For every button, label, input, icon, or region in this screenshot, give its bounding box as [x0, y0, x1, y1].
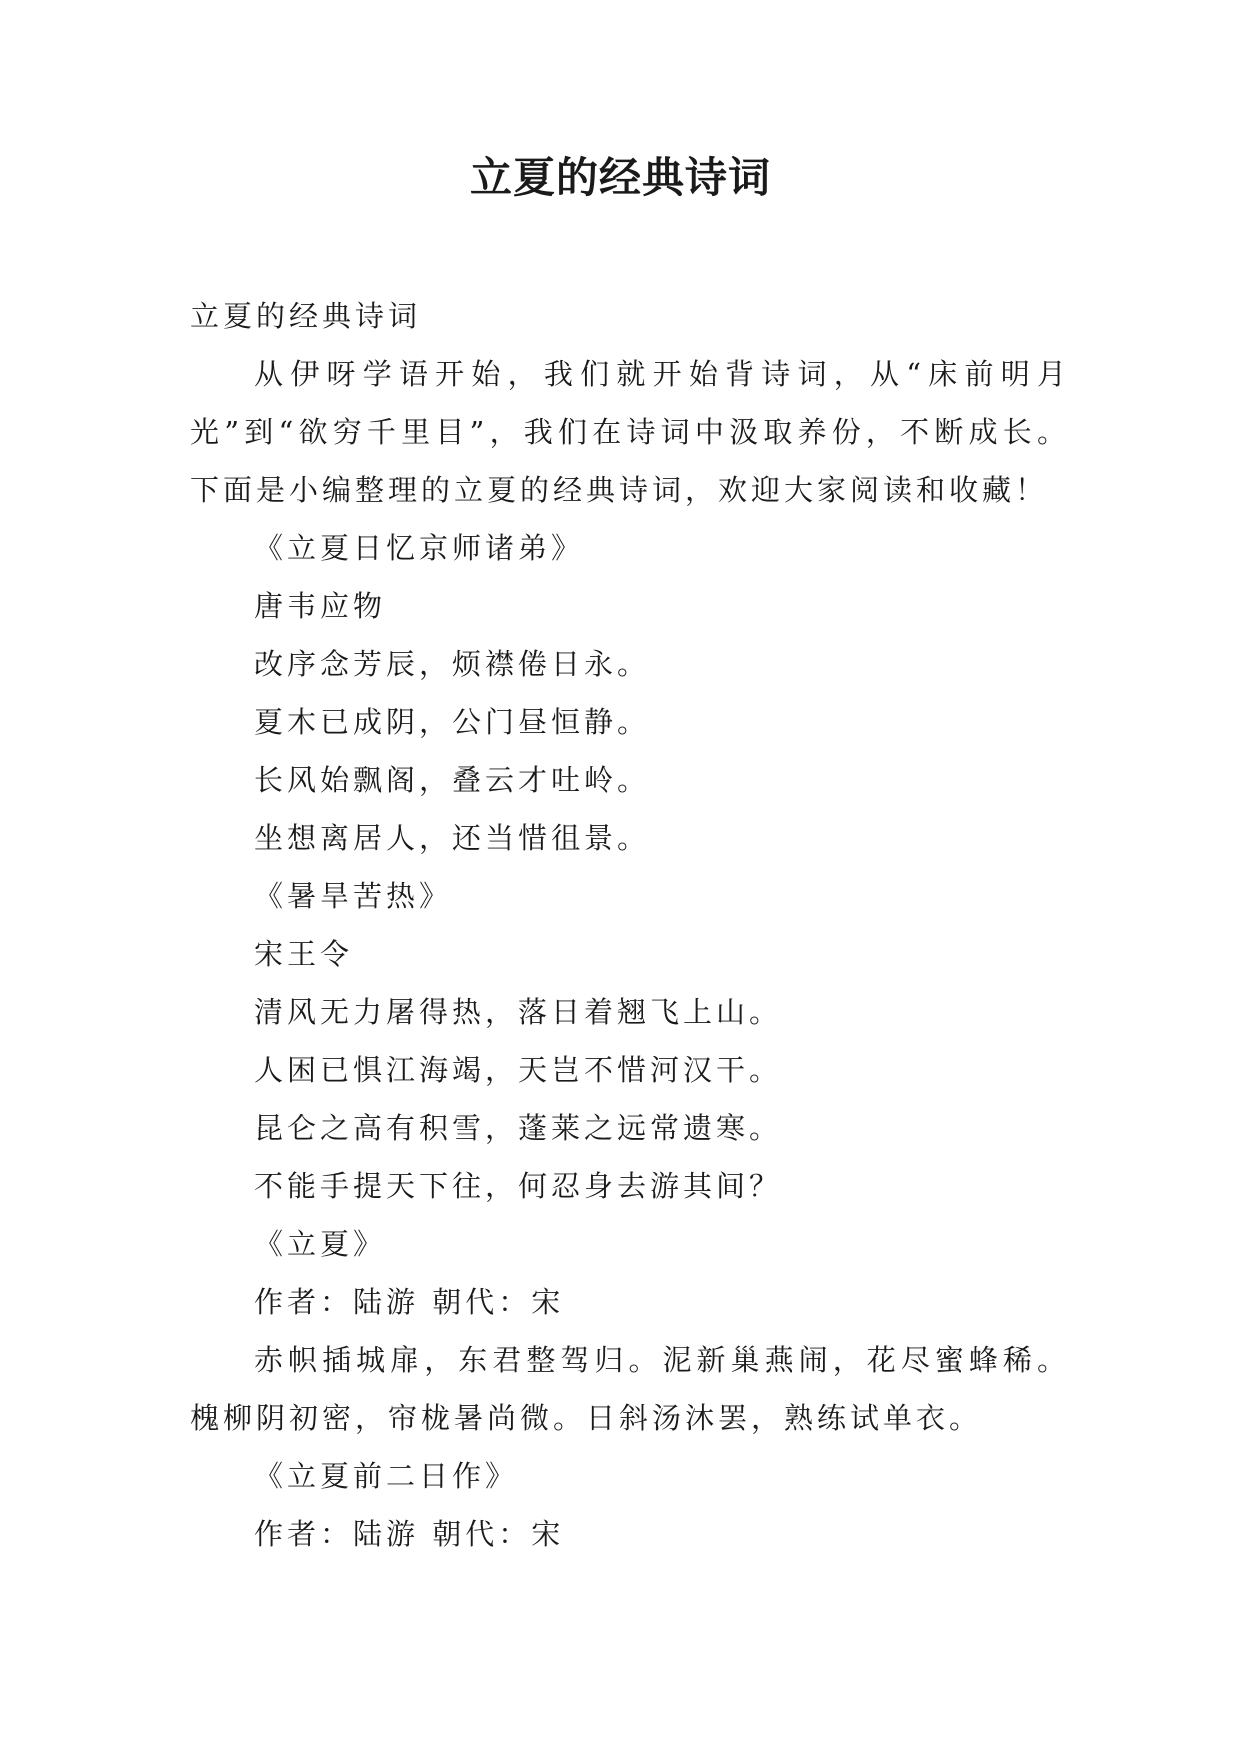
poem-author: 宋王令 [254, 937, 354, 971]
poem-line: 昆仑之高有积雪，蓬莱之远常遗寒。 [254, 1111, 783, 1145]
poem-title: 《立夏日忆京师诸弟》 [254, 531, 585, 565]
poem-text: 赤帜插城扉，东君整驾归。泥新巢燕闹，花尽蜜蜂稀。槐柳阴初密，帘栊暑尚微。日斜汤沐罢，熟练试单衣。 [190, 1343, 1070, 1435]
poem-author: 作者：陆游 朝代：宋 [254, 1517, 565, 1551]
poem-author: 作者：陆游 朝代：宋 [254, 1285, 565, 1319]
poem-line: 改序念芳辰，烦襟倦日永。 [254, 647, 651, 681]
poem-line: 长风始飘阁，叠云才吐岭。 [254, 763, 651, 797]
poem-title: 《立夏》 [254, 1227, 387, 1261]
intro-paragraph: 从伊呀学语开始，我们就开始背诗词，从“床前明月光”到“欲穷千里目”，我们在诗词中汲取养份，不断成长。下面是小编整理的立夏的经典诗词，欢迎大家阅读和收藏！ [190, 357, 1070, 507]
poem-line: 不能手提天下往，何忍身去游其间？ [254, 1169, 783, 1203]
poem-line: 夏木已成阴，公门昼恒静。 [254, 705, 651, 739]
page-title: 立夏的经典诗词 [469, 153, 771, 202]
document-body [190, 287, 1070, 1563]
document-subtitle: 立夏的经典诗词 [190, 299, 422, 333]
poem-author: 唐韦应物 [254, 589, 387, 623]
poem-title: 《立夏前二日作》 [254, 1459, 519, 1493]
poem-line: 清风无力屠得热，落日着翘飞上山。 [254, 995, 783, 1029]
poem-title: 《暑旱苦热》 [254, 879, 453, 913]
poem-line: 人困已惧江海竭，天岂不惜河汉干。 [254, 1053, 783, 1087]
poem-line: 坐想离居人，还当惜徂景。 [254, 821, 651, 855]
